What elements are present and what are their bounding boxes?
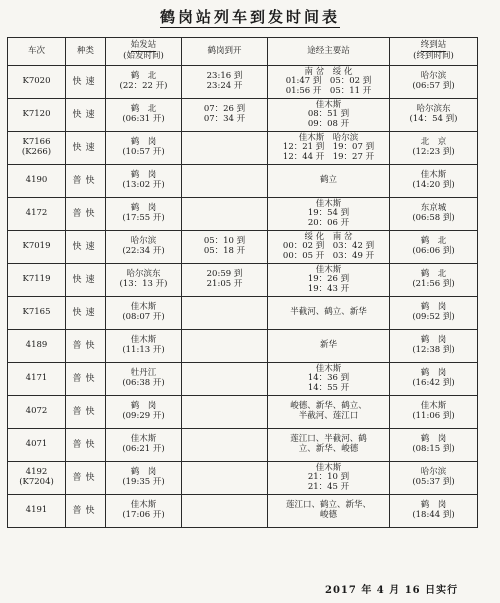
cell-origin (106, 132, 182, 165)
cell-train (8, 66, 66, 99)
cell-dest-line: (05:37 到) (412, 477, 455, 487)
cell-origin-line: 佳木斯 (130, 335, 157, 346)
cell-train-line: (K266) (21, 147, 52, 157)
cell-via (268, 66, 390, 99)
cell-origin-line: 佳木斯 (130, 434, 157, 445)
cell-dest-line: (21:56 到) (412, 279, 455, 289)
cell-origin-line: (10:57 开) (122, 147, 165, 157)
cell-kind: 快速 (66, 231, 106, 264)
cell-hegang-line: 07：26 到 (203, 104, 246, 115)
cell-train-line: K7119 (22, 274, 51, 285)
table-row (8, 99, 478, 132)
cell-via (268, 396, 390, 429)
table-row (8, 198, 478, 231)
cell-via-line: 09：08 开 (307, 118, 350, 129)
effective-date: 2017 年 4 月 16 日实行 (325, 585, 459, 596)
cell-origin (106, 429, 182, 462)
cell-dest (390, 99, 478, 132)
cell-dest-line: (18:44 到) (412, 510, 455, 520)
cell-dest (390, 66, 478, 99)
title-text: 鹤岗站列车到发时间表 (159, 8, 340, 26)
cell-via (268, 363, 390, 396)
header-dest-line2: (终到时间) (413, 51, 454, 61)
cell-via-line: 佳木斯 (315, 198, 342, 209)
cell-kind: 普快 (66, 495, 106, 528)
cell-hegang-line: 05：10 到 (203, 236, 246, 247)
cell-dest (390, 363, 478, 396)
cell-via-line: 佳木斯 哈尔滨 (298, 132, 359, 143)
cell-origin-line: (17:06 开) (122, 510, 165, 520)
cell-via-line: 莲江口、鹤立、新华、 (285, 500, 371, 511)
cell-dest-line: (16:42 到) (412, 378, 455, 388)
cell-train-line: 4071 (25, 439, 48, 450)
cell-dest (390, 396, 478, 429)
cell-origin-line: 鹤 岗 (130, 203, 157, 214)
cell-origin-line: (22:34 开) (122, 246, 165, 256)
cell-dest (390, 429, 478, 462)
cell-via-line: 南 岔 绥 化 (304, 66, 353, 77)
cell-hegang (182, 132, 268, 165)
header-dest-line1: 终到站 (420, 40, 447, 51)
cell-hegang (182, 264, 268, 297)
cell-via-line: 21：45 开 (307, 481, 350, 492)
cell-dest-line: 哈尔滨 (420, 467, 447, 478)
cell-via-line: 01:47 到 05：02 到 (285, 76, 372, 87)
cell-via-line: 莲江口、半截河、鹤 (290, 434, 367, 445)
cell-origin-line: 鹤 北 (130, 71, 157, 82)
header-train: 车次 (8, 38, 66, 66)
cell-train (8, 264, 66, 297)
cell-origin (106, 363, 182, 396)
cell-via (268, 132, 390, 165)
cell-dest-line: 佳木斯 (420, 401, 447, 412)
cell-train-line: K7165 (22, 307, 51, 318)
cell-origin-line: 佳木斯 (130, 302, 157, 313)
cell-via-line: 12：44 开 19：27 开 (282, 151, 375, 162)
cell-dest-line: (08:15 到) (412, 444, 455, 454)
cell-kind: 快速 (66, 99, 106, 132)
cell-via-line: 20：06 开 (307, 217, 350, 228)
cell-dest (390, 462, 478, 495)
header-via: 途经主要站 (268, 38, 390, 66)
table-row (8, 132, 478, 165)
cell-dest-line: (11:06 到) (412, 411, 455, 421)
cell-train (8, 363, 66, 396)
table-row (8, 165, 478, 198)
cell-origin-line: 鹤 岗 (130, 137, 157, 148)
cell-kind: 普快 (66, 363, 106, 396)
cell-origin-line: (06:38 开) (122, 378, 165, 388)
cell-origin (106, 462, 182, 495)
table-row (8, 297, 478, 330)
cell-via (268, 462, 390, 495)
cell-dest-line: 鹤 岗 (420, 335, 447, 346)
cell-via (268, 198, 390, 231)
cell-train-line: 4190 (25, 175, 48, 186)
cell-hegang (182, 66, 268, 99)
table-row (8, 396, 478, 429)
cell-origin-line: 哈尔滨 (130, 236, 157, 247)
cell-via-line: 12：21 到 19：07 到 (282, 142, 375, 153)
header-hegang: 鹤岗到开 (182, 38, 268, 66)
cell-origin-line: (19:35 开) (122, 477, 165, 487)
cell-via-line: 19：43 开 (307, 283, 350, 294)
cell-hegang (182, 297, 268, 330)
cell-hegang-line: 07：34 开 (203, 114, 246, 124)
cell-dest-line: 鹤 岗 (420, 434, 447, 445)
cell-hegang (182, 363, 268, 396)
cell-via-line: 佳木斯 (315, 99, 342, 110)
cell-train-line: 4172 (25, 208, 48, 219)
cell-origin-line: (13：13 开) (119, 279, 168, 289)
cell-dest-line: (14：54 到) (409, 114, 458, 124)
cell-via (268, 165, 390, 198)
cell-dest (390, 330, 478, 363)
cell-dest-line: 哈尔滨 (420, 71, 447, 82)
cell-kind: 普快 (66, 330, 106, 363)
cell-dest-line: (06:57 到) (412, 81, 455, 91)
cell-kind: 快速 (66, 297, 106, 330)
cell-hegang (182, 231, 268, 264)
cell-dest-line: (12:38 到) (412, 345, 455, 355)
cell-via-line: 半截河、鹤立、新华 (290, 307, 367, 318)
cell-origin-line: (11:13 开) (122, 345, 165, 355)
header-origin-line1: 始发站 (130, 40, 157, 51)
cell-origin-line: (09:29 开) (122, 411, 165, 421)
cell-dest-line: 鹤 岗 (420, 302, 447, 313)
cell-origin-line: 鹤 岗 (130, 401, 157, 412)
cell-via (268, 429, 390, 462)
cell-origin (106, 264, 182, 297)
cell-dest-line: 鹤 北 (420, 269, 447, 280)
cell-via (268, 99, 390, 132)
cell-origin-line: (13:02 开) (122, 180, 165, 190)
cell-origin-line: 哈尔滨东 (126, 269, 161, 280)
cell-train-line: K7019 (22, 241, 51, 252)
cell-hegang (182, 429, 268, 462)
cell-via (268, 231, 390, 264)
timetable (7, 37, 478, 528)
cell-dest (390, 264, 478, 297)
cell-origin-line: (22：22 开) (119, 81, 168, 91)
cell-origin (106, 99, 182, 132)
cell-origin-line: (17:55 开) (122, 213, 165, 223)
cell-train (8, 495, 66, 528)
cell-via-line: 佳木斯 (315, 264, 342, 275)
cell-train (8, 231, 66, 264)
cell-via-line: 14：36 到 (307, 373, 350, 384)
cell-train (8, 429, 66, 462)
cell-via-line: 19：54 到 (307, 208, 350, 219)
cell-kind: 快速 (66, 132, 106, 165)
cell-dest-line: (09:52 到) (412, 312, 455, 322)
cell-train (8, 198, 66, 231)
cell-train-line: 4171 (25, 373, 48, 384)
cell-dest-line: 佳木斯 (420, 170, 447, 181)
cell-via-line: 14：55 开 (307, 382, 350, 393)
cell-dest-line: 东京城 (420, 203, 447, 214)
header-origin-line2: (始发时间) (123, 51, 164, 61)
cell-train-line: K7020 (22, 76, 51, 87)
cell-dest-line: 鹤 岗 (420, 368, 447, 379)
cell-hegang (182, 198, 268, 231)
cell-via (268, 495, 390, 528)
cell-hegang (182, 462, 268, 495)
cell-train-line: K7166 (22, 137, 51, 148)
cell-dest-line: (12:23 到) (412, 147, 455, 157)
cell-via-line: 鹤立 (319, 175, 337, 186)
table-row (8, 495, 478, 528)
table-row (8, 462, 478, 495)
cell-via (268, 297, 390, 330)
cell-train (8, 330, 66, 363)
cell-train-line: 4072 (25, 406, 48, 417)
cell-origin-line: 鹤 北 (130, 104, 157, 115)
cell-origin-line: (06:31 开) (122, 114, 165, 124)
cell-hegang (182, 165, 268, 198)
cell-via (268, 264, 390, 297)
table-row (8, 231, 478, 264)
page-title (0, 6, 500, 27)
table-row (8, 264, 478, 297)
cell-via-line: 半截河、莲江口 (298, 411, 359, 421)
cell-origin (106, 495, 182, 528)
cell-dest (390, 198, 478, 231)
cell-kind: 快速 (66, 66, 106, 99)
table-row (8, 66, 478, 99)
cell-hegang (182, 495, 268, 528)
cell-dest (390, 231, 478, 264)
table-row (8, 363, 478, 396)
cell-dest-line: 北 京 (420, 137, 447, 148)
cell-hegang-line: 05：18 开 (203, 246, 246, 256)
cell-kind: 普快 (66, 429, 106, 462)
cell-kind: 普快 (66, 165, 106, 198)
cell-origin-line: 鹤 岗 (130, 170, 157, 181)
header-kind: 种类 (66, 38, 106, 66)
table-row (8, 330, 478, 363)
cell-dest-line: 鹤 北 (420, 236, 447, 247)
cell-kind: 普快 (66, 396, 106, 429)
cell-via-line: 19：26 到 (307, 274, 350, 285)
cell-via-line: 立、新华、峻德 (298, 444, 359, 454)
cell-origin (106, 330, 182, 363)
cell-train (8, 165, 66, 198)
cell-origin (106, 198, 182, 231)
cell-origin (106, 297, 182, 330)
cell-origin-line: (08:07 开) (122, 312, 165, 322)
cell-dest-line: (06:06 到) (412, 246, 455, 256)
cell-origin (106, 165, 182, 198)
cell-hegang (182, 99, 268, 132)
cell-via (268, 330, 390, 363)
cell-dest-line: 哈尔滨东 (416, 104, 451, 115)
header-row (8, 38, 478, 66)
cell-train-line: K7120 (22, 109, 51, 120)
cell-origin-line: 牡丹江 (130, 368, 157, 379)
cell-dest-line: (14:20 到) (412, 180, 455, 190)
cell-dest-line: 鹤 岗 (420, 500, 447, 511)
cell-hegang-line: 23:16 到 (206, 71, 243, 82)
cell-train-line: 4189 (25, 340, 48, 351)
header-dest (390, 38, 478, 66)
cell-hegang-line: 23:24 开 (206, 81, 243, 91)
cell-origin (106, 396, 182, 429)
cell-via-line: 佳木斯 (315, 462, 342, 473)
cell-kind: 快速 (66, 264, 106, 297)
cell-dest (390, 297, 478, 330)
cell-via-line: 08：51 到 (307, 109, 350, 120)
cell-origin (106, 66, 182, 99)
cell-via-line: 00：02 到 03：42 到 (282, 241, 375, 252)
cell-train (8, 99, 66, 132)
cell-train-line: (K7204) (19, 477, 54, 487)
cell-dest (390, 132, 478, 165)
cell-kind: 普快 (66, 462, 106, 495)
cell-origin-line: (06:21 开) (122, 444, 165, 454)
cell-origin-line: 鹤 岗 (130, 467, 157, 478)
cell-origin (106, 231, 182, 264)
cell-via-line: 峻德 (319, 510, 337, 520)
cell-via-line: 绥 化 南 岔 (304, 231, 353, 242)
cell-hegang (182, 330, 268, 363)
header-origin (106, 38, 182, 66)
cell-train (8, 132, 66, 165)
cell-dest (390, 495, 478, 528)
table-row (8, 429, 478, 462)
cell-train-line: 4191 (25, 505, 48, 516)
cell-origin-line: 佳木斯 (130, 500, 157, 511)
cell-dest (390, 165, 478, 198)
cell-train (8, 297, 66, 330)
cell-kind: 普快 (66, 198, 106, 231)
cell-train-line: 4192 (25, 467, 48, 478)
cell-via-line: 佳木斯 (315, 363, 342, 374)
cell-via-line: 21：10 到 (307, 472, 350, 483)
cell-hegang-line: 21:05 开 (206, 279, 243, 289)
timetable-body (8, 66, 478, 528)
cell-via-line: 新华 (319, 340, 337, 351)
cell-via-line: 00：05 开 03：49 开 (282, 250, 375, 261)
cell-dest-line: (06:58 到) (412, 213, 455, 223)
cell-train (8, 462, 66, 495)
cell-via-line: 01:56 开 05：11 开 (285, 85, 372, 96)
cell-via-line: 峻德、新华、鹤立、 (290, 401, 367, 412)
cell-hegang (182, 396, 268, 429)
cell-hegang-line: 20:59 到 (206, 269, 243, 280)
cell-train (8, 396, 66, 429)
